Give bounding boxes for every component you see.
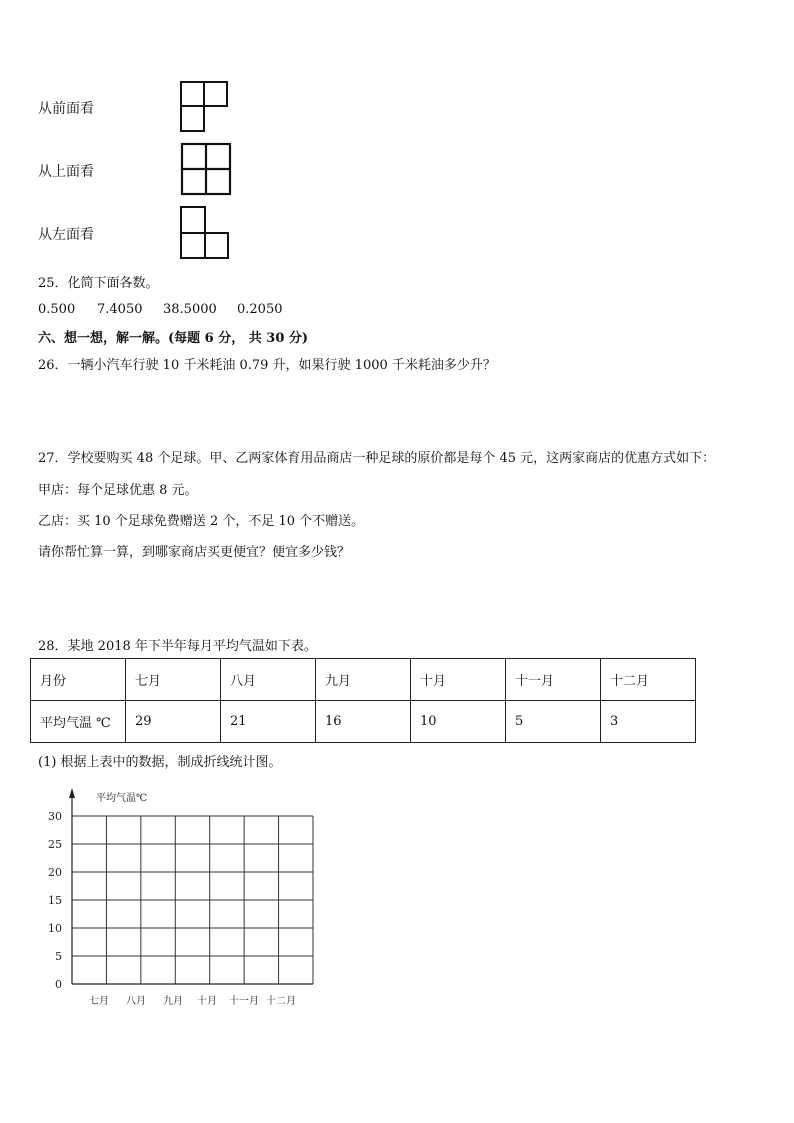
q28-title: 28．某地 2018 年下半年每月平均气温如下表。 (38, 639, 317, 654)
top-view-figure (178, 141, 234, 197)
y-tick-label: 15 (48, 894, 62, 907)
y-axis-label: 平均气温℃ (96, 793, 148, 804)
front-view-figure (178, 79, 232, 135)
table-cell: 七月 (126, 659, 221, 701)
view-front-label: 从前面看 (38, 101, 94, 117)
table-cell: 十二月 (601, 659, 696, 701)
table-cell: 九月 (316, 659, 411, 701)
y-tick-label: 0 (55, 978, 62, 991)
table-cell: 十一月 (506, 659, 601, 701)
q25-title: 25．化简下面各数。 (38, 276, 159, 291)
x-tick-label: 八月 (126, 996, 146, 1007)
table-row (31, 701, 696, 743)
table-cell: 21 (221, 701, 316, 743)
view-left-label: 从左面看 (38, 227, 94, 243)
x-tick-label: 七月 (89, 996, 109, 1007)
table-header-cell: 月份 (31, 659, 126, 701)
view-top-label: 从上面看 (38, 164, 94, 180)
table-cell: 5 (506, 701, 601, 743)
table-row (31, 659, 696, 701)
x-tick-label: 九月 (163, 996, 183, 1007)
x-tick-label: 十月 (197, 996, 217, 1007)
q25-number: 38.5000 (163, 302, 217, 317)
y-tick-label: 5 (55, 950, 62, 963)
q28-sub1: (1) 根据上表中的数据，制成折线统计图。 (38, 755, 282, 770)
table-cell: 3 (601, 701, 696, 743)
table-cell: 10 (411, 701, 506, 743)
q27-question: 请你帮忙算一算，到哪家商店买更便宜？便宜多少钱？ (38, 545, 351, 560)
x-tick-label: 十二月 (266, 996, 296, 1007)
temperature-table (30, 658, 696, 743)
y-tick-label: 10 (48, 922, 62, 935)
y-tick-label: 25 (48, 838, 62, 851)
table-cell: 十月 (411, 659, 506, 701)
section-heading: 六、想一想，解一解。(每题 6 分， 共 30 分) (38, 331, 309, 346)
q25-number: 0.2050 (237, 302, 283, 317)
y-axis-arrow-icon (69, 788, 75, 798)
y-tick-label: 20 (48, 866, 62, 879)
q25-number: 0.500 (38, 302, 76, 317)
temperature-line-chart (30, 780, 330, 1015)
q27-shop-a: 甲店：每个足球优惠 8 元。 (38, 483, 198, 498)
table-header-cell: 平均气温 ℃ (31, 701, 126, 743)
q27-title: 27．学校要购买 48 个足球。甲、乙两家体育用品商店一种足球的原价都是每个 45 元，这两家商店的优惠方式如下： (38, 451, 716, 466)
q26-text: 26．一辆小汽车行驶 10 千米耗油 0.79 升，如果行驶 1000 千米耗油多少升？ (38, 358, 496, 373)
q25-number: 7.4050 (97, 302, 143, 317)
table-cell: 16 (316, 701, 411, 743)
left-view-figure (178, 205, 232, 261)
y-tick-label: 30 (48, 810, 62, 823)
q27-shop-b: 乙店：买 10 个足球免费赠送 2 个，不足 10 个不赠送。 (38, 514, 365, 529)
x-tick-label: 十一月 (229, 996, 259, 1007)
table-cell: 八月 (221, 659, 316, 701)
table-cell: 29 (126, 701, 221, 743)
